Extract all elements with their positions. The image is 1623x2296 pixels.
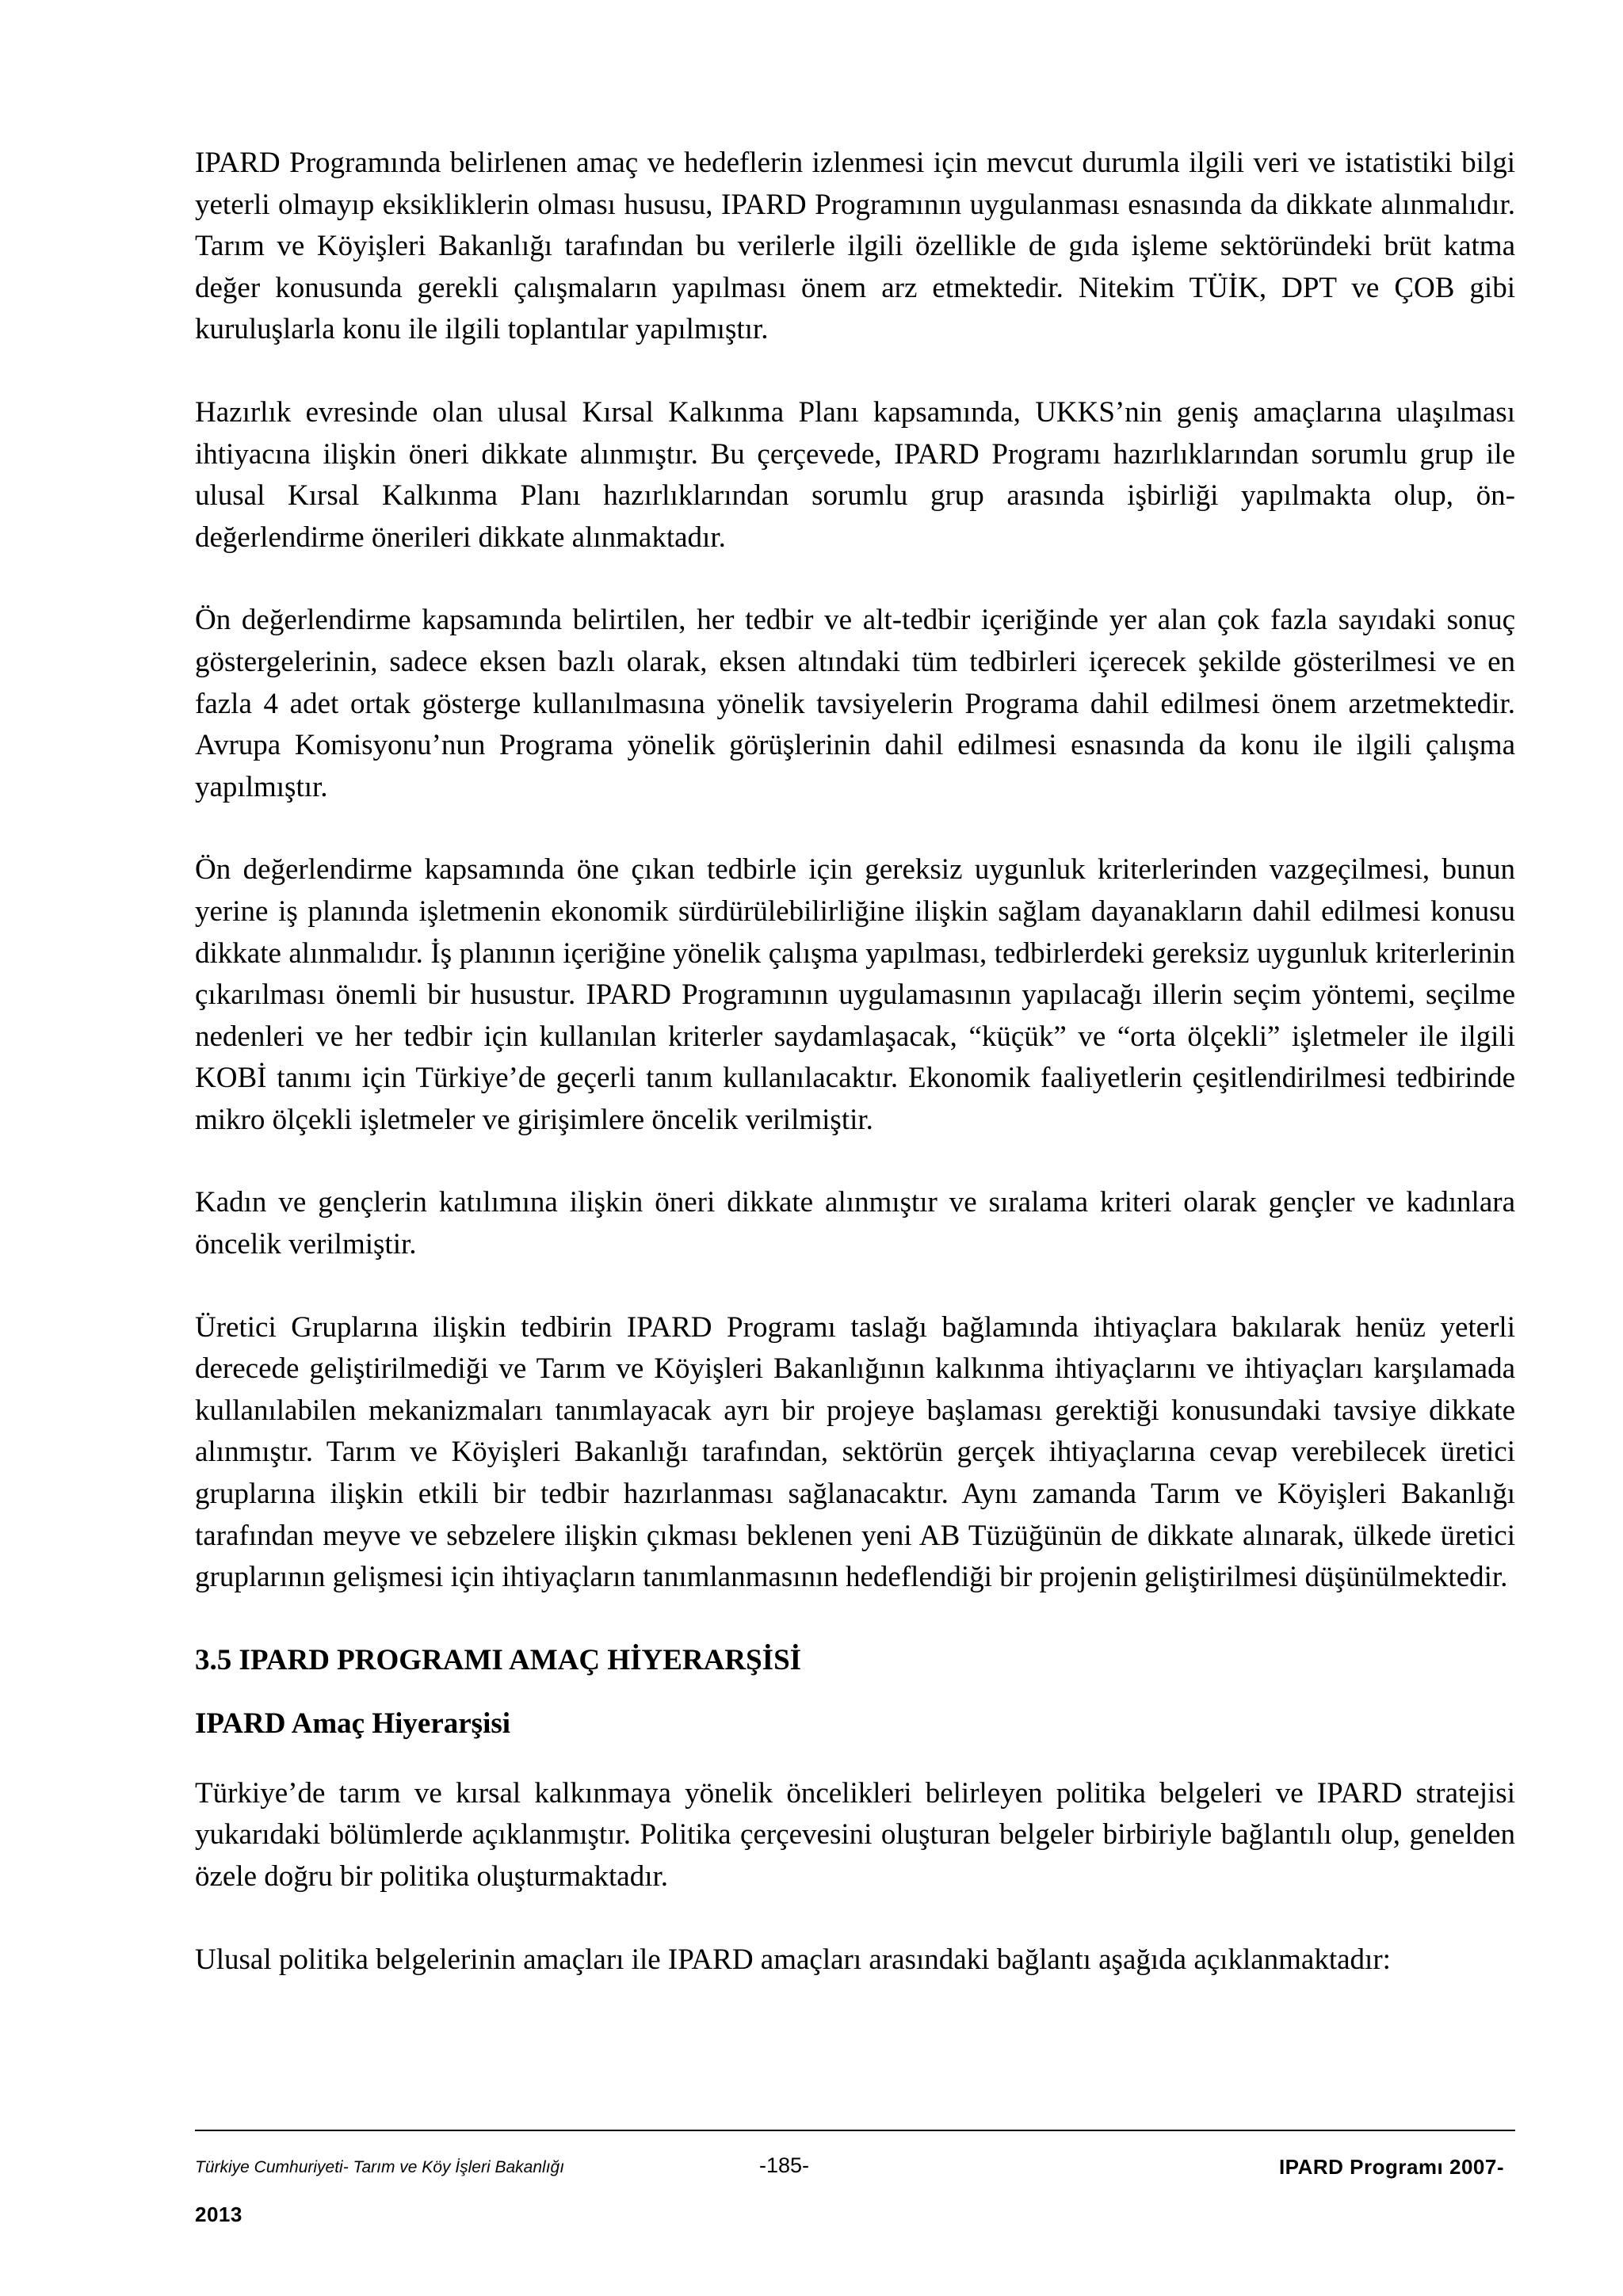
paragraph-national-rural-plan: Hazırlık evresinde olan ulusal Kırsal Kalkınma Planı kapsamında, UKKS’nin geniş amaçlarına ulaşılması ihtiyacına ilişkin öneri dikkate alınmıştır. Bu çerçevede, IPARD Programı hazırlıklarından sorumlu grup ile ulusal Kırsal Kalkınma Planı hazırlıklarından sorumlu grup arasında işbirliği yapılmakta olup, ön-değerlendirme önerileri dikkate alınmaktadır. bbox=[195, 395, 1515, 554]
paragraph-policy-link: Ulusal politika belgelerinin amaçları ile IPARD amaçları arasındaki bağlantı aşağıda açıklanmaktadır: bbox=[195, 1943, 1391, 1976]
paragraph-policy-documents: Türkiye’de tarım ve kırsal kalkınmaya yönelik öncelikleri belirleyen politika belgeleri ve IPARD stratejisi yukarıdaki bölümlerde açıklanmıştır. Politika çerçevesini oluşturan belgeler birbiriyle bağlantılı olup, genelden özele doğru bir politika oluşturmaktadır. bbox=[195, 1776, 1515, 1893]
sub-heading: IPARD Amaç Hiyerarşisi bbox=[195, 1707, 511, 1740]
footer-divider bbox=[195, 2130, 1515, 2131]
paragraph-women-youth: Kadın ve gençlerin katılımına ilişkin öneri dikkate alınmıştır ve sıralama kriteri olarak gençler ve kadınlara öncelik verilmiştir. bbox=[195, 1186, 1515, 1261]
paragraph-eligibility-criteria: Ön değerlendirme kapsamında öne çıkan tedbirle için gereksiz uygunluk kriterlerinden vazgeçilmesi, bunun yerine iş planında işletmenin ekonomik sürdürülebilirliğine ilişkin sağlam dayanakların dahil edilmesi konusu dikkate alınmalıdır. İş planının içeriğine yönelik çalışma yapılması, tedbirlerdeki gereksiz uygunluk kriterlerinin çıkarılması önemli bir husustur. IPARD Programının uygulamasının yapılacağı illerin seçim yöntemi, seçilme nedenleri ve her tedbir için kullanılan kriterler saydamlaşacak, “küçük” ve “orta ölçekli” işletmeler ile ilgili KOBİ tanımı için Türkiye’de geçerli tanım kullanılacaktır. Ekonomik faaliyetlerin çeşitlendirilmesi tedbirinde mikro ölçekli işletmeler ve girişimlere öncelik verilmiştir. bbox=[195, 853, 1515, 1136]
paragraph-producer-groups: Üretici Gruplarına ilişkin tedbirin IPARD Programı taslağı bağlamında ihtiyaçlara bakılarak henüz yeterli derecede geliştirilmediği ve Tarım ve Köyişleri Bakanlığının kalkınma ihtiyaçlarını ve ihtiyaçları karşılamada kullanılabilen mekanizmaları tanımlayacak ayrı bir projeye başlaması gerektiği konusundaki tavsiye dikkate alınmıştır. Tarım ve Köyişleri Bakanlığı tarafından, sektörün gerçek ihtiyaçlarına cevap verebilecek üretici gruplarına ilişkin etkili bir tedbir hazırlanması sağlanacaktır. Aynı zamanda Tarım ve Köyişleri Bakanlığı tarafından meyve ve sebzelere ilişkin çıkması beklenen yeni AB Tüzüğünün de dikkate alınarak, ülkede üretici gruplarının gelişmesi için ihtiyaçların tanımlanmasının hedeflendiği bir projenin geliştirilmesi düşünülmektedir. bbox=[195, 1310, 1515, 1594]
paragraph-indicators: Ön değerlendirme kapsamında belirtilen, her tedbir ve alt-tedbir içeriğinde yer alan çok fazla sayıdaki sonuç göstergelerinin, sadece eksen bazlı olarak, eksen altındaki tüm tedbirleri içerecek şekilde gösterilmesi ve en fazla 4 adet ortak gösterge kullanılmasına yönelik tavsiyelerin Programa dahil edilmesi önem arzetmektedir. Avrupa Komisyonu’nun Programa yönelik görüşlerinin dahil edilmesi esnasında da konu ile ilgili çalışma yapılmıştır. bbox=[195, 604, 1515, 803]
footer-program: IPARD Programı 2007- bbox=[1278, 2155, 1504, 2179]
footer-ministry: Türkiye Cumhuriyeti- Tarım ve Köy İşleri Bakanlığı bbox=[195, 2158, 565, 2176]
document-page bbox=[195, 143, 1515, 2022]
footer-year: 2013 bbox=[195, 2203, 242, 2226]
section-heading: 3.5 IPARD PROGRAMI AMAÇ HİYERARŞİSİ bbox=[195, 1643, 802, 1676]
footer-page-number: -185- bbox=[759, 2153, 810, 2177]
paragraph-data-monitoring: IPARD Programında belirlenen amaç ve hedeflerin izlenmesi için mevcut durumla ilgili veri ve istatistiki bilgi yeterli olmayıp eksikliklerin olması hususu, IPARD Programının uygulanması esnasında da dikkate alınmalıdır. Tarım ve Köyişleri Bakanlığı tarafından bu verilerle ilgili özellikle de gıda işleme sektöründeki brüt katma değer konusunda gerekli çalışmaların yapılması önem arz etmektedir. Nitekim TÜİK, DPT ve ÇOB gibi kuruluşlarla konu ile ilgili toplantılar yapılmıştır. bbox=[195, 147, 1515, 346]
